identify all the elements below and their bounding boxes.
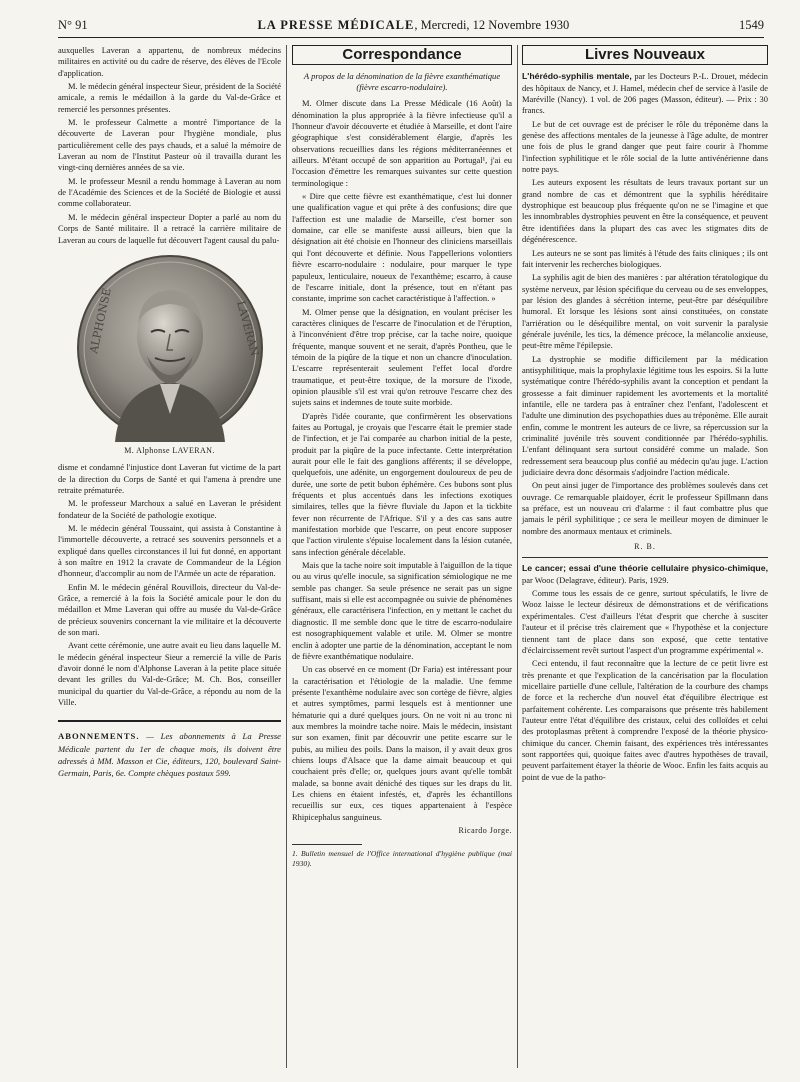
column-right xyxy=(522,45,768,785)
paragraph: La dystrophie se modifie difficilement par la médication antisyphilitique, mais la prophylaxie légitime tous les espoirs. Si la lutte systématique contre l'hérédo-syphilis avant la conception et pendant la grossesse a fait diminuer rapidement les avortements et la mortalité infantile, elle ne tardera pas à entraîner chez l'enfant, l'adolescent et l'adulte une diminution des psychopathies dues au tréponème. Elle aurait enfin, comme le montrent les auteurs de ce livre, sa répercussion sur la criminalité juvénile très souvent conditionnée par l'hérédo-syphilis. L'enfant délinquant sera surtout considéré comme un malade. Son redressement sera beaucoup plus confié au médecin qu'au juge. L'action judiciaire devra donc désormais s'adjoindre l'action médicale. xyxy=(522,353,768,478)
subscription-text: — Les abonnements à La Presse Médicale partent du 1er de chaque mois, ils doivent être adressés à MM. Masson et Cie, éditeurs, 120, boulevard Saint-Germain, Paris, 6e. Compte chèques postaux 599. xyxy=(58,731,281,779)
section-heading-correspondance: Correspondance xyxy=(292,45,512,65)
book-metadata: par Wooc (Delagrave, éditeur). Paris, 1929. xyxy=(522,574,669,585)
medallion-inscription-right: LAVERAN xyxy=(233,299,261,358)
column-left xyxy=(58,45,281,780)
medallion-inscription-left: ALPHONSE xyxy=(86,286,114,355)
subscription-lead: ABONNEMENTS. xyxy=(58,731,140,742)
masthead xyxy=(257,18,569,33)
footnote-rule xyxy=(292,844,362,845)
paragraph: M. le professeur Calmette a montré l'importance de la découverte de Laveran pour l'hygiène mondiale, plus particulièrement celle des pays chauds, et a salué la mémoire de Laveran au nom de l'Institut Pasteur où il travailla durant les vingt-cinq dernières années de sa vie. xyxy=(58,117,281,173)
paragraph: La syphilis agit de bien des manières : par altération tératologique du système nerveux, par lésion spécifique du cerveau ou de ses enveloppes, par lésion des glandes à sécrétion interne, peut-être par déséquilibre humoral. Et lorsque les lésions sont ainsi constituées, on constate l'arriération ou le déséquilibre mental, on voit survenir la paralysie générale juvénile, les tics, la démence précoce, la mélancolie anxieuse, peut-être même l'épilepsie. xyxy=(522,272,768,351)
column-divider xyxy=(517,45,518,1068)
paragraph: M. le médecin général inspecteur Sieur, président de la Société amicale, a remis le médaillon à la garde du Val-de-Grâce et remercié les personnes présentes. xyxy=(58,81,281,114)
paragraph: Avant cette cérémonie, une autre avait eu lieu dans laquelle M. le médecin général inspecteur Sieur a remercié la ville de Paris d'avoir donné le nom d'Alphonse Laveran à la petite place située devant les grilles du Val-de-Grâce; M. Ch. Bos, conseiller municipal du quartier du Val-de-Grâce, a répondu au nom de la Ville. xyxy=(58,640,281,708)
paragraph: Comme tous les essais de ce genre, surtout spéculatifs, le livre de Wooz laisse le lecteur désireux de démonstrations et de vérifications expérimentales. C'est d'ailleurs l'état d'esprit que cherche à susciter l'auteur et il précise très clairement que « l'hypothèse et la conjecture tiennent tant de place dans son exposé, que cette tentative d'éclaircissement revêt surtout l'aspect d'un programme expérimental ». xyxy=(522,588,768,655)
article-signature: Ricardo Jorge. xyxy=(458,826,512,835)
medallion-caption: M. Alphonse LAVERAN. xyxy=(124,445,215,455)
paragraph: Les auteurs ne se sont pas limités à l'étude des faits cliniques ; ils ont fait intervenir les recherches biologiques. xyxy=(522,247,768,269)
paragraph: M. Olmer pense que la désignation, en voulant préciser les caractères cliniques de l'escarre de l'inoculation et de l'éruption, à l'inconvénient d'être trop précise, car la tache noire, quoique fréquente, manque souvent et ne serait, d'après Pontheu, que le témoin de la piqûre de la tique et non un chancre d'inoculation. L'escarre représenterait seulement l'effet local d'ordre traumatique, et peut-être toxique, de la morsure de l'ixode, opinion plausible s'il est vrai qu'on retrouve l'escarre chez des sujets sains et indemnes de toute suite morbide. xyxy=(292,306,512,408)
paragraph: Ceci entendu, il faut reconnaître que la lecture de ce petit livre est très prenante et que l'explication de la cancérisation par la floculation micellaire partielle d'une cellule, l'altération de la courbure des champs de force et la recherche d'un nouvel état d'équilibre électrique est parfaitement cohérente. Les comparaisons que présente très habilement l'auteur entre l'état d'équilibre des cristaux, celui des colloïdes et celui des protoplasmas prêtent à comprendre l'exposé de la théorie physico-chimique du cancer. Chemin faisant, des expériences très intéressantes sont rapportées qui, quoique faites avec d'autres hypothèses de travail, peuvent parfaitement étayer la théorie de Wooc. Enfin les faits acquis au point de vue de la patho- xyxy=(522,658,768,782)
book-entry-header xyxy=(522,563,768,586)
column-middle xyxy=(292,45,512,868)
paragraph: M. le médecin général inspecteur Dopter a parlé au nom du Corps de Santé militaire. Il a retracé la carrière militaire de Laveran au cours de laquelle fut découvert l'agent causal du palu- xyxy=(58,211,281,245)
paragraph: Le but de cet ouvrage est de préciser le rôle du tréponème dans la genèse des affections mentales de la jeunesse à l'âge adulte, de montrer une fois de plus le grand danger que peut faire courir à l'homme l'infection syphilitique et le rôle social de la lutte antivénérienne dans notre pays. xyxy=(522,118,768,175)
page-number-left: N° 91 xyxy=(58,18,88,32)
article-subheading: A propos de la dénomination de la fièvre exanthématique (fièvre escarro-nodulaire). xyxy=(303,71,501,92)
page-header xyxy=(58,18,764,36)
paragraph: On peut ainsi juger de l'importance des problèmes soulevés dans cet ouvrage. Ce remarquable plaidoyer, écrit le professeur Spillmann dans sa préface, est un nouveau cri d'alarme : il faut combattre plus que jamais le péril syphilitique ; ce sera le meilleur moyen de diminuer le nombre des anormaux mentaux et criminels. xyxy=(522,480,768,536)
journal-title: LA PRESSE MÉDICALE xyxy=(257,18,415,32)
book-entry-header xyxy=(522,71,768,116)
header-rule xyxy=(58,37,764,38)
paragraph: M. le professeur Marchoux a salué en Laveran le président fondateur de la Société de pathologie exotique. xyxy=(58,498,281,520)
footnote: 1. Bulletin mensuel de l'Office international d'hygiène publique (mai 1930). xyxy=(292,849,512,868)
paragraph: M. le médecin général Toussaint, qui assista à Constantine à l'immortelle découverte, a retracé ses souvenirs personnels et a expliqué dans quelles circonstances il lui fut donné, en apportant à son maître en 1912 la cravate de Commandeur de la Légion d'honneur, d'accomplir au nom de l'Armée un acte de réparation. xyxy=(58,522,281,579)
book-title: Le cancer; essai d'une théorie cellulaire physico-chimique, xyxy=(522,563,768,574)
paragraph: « Dire que cette fièvre est exanthématique, c'est lui donner une qualification vague et qui prête à des confusions; dire que l'affection est une maladie de Marseille, c'est borner son domaine, car elle se manifeste aussi ailleurs, bien que la désignation ait été choisie en l'honneur des cliniciens marseillais qui l'ont découverte et définie. Nous l'appellerions volontiers fièvre escarro-nodulaire : nodulaire, pour marquer le type papuleux, lenticulaire, noueux de l'exanthème; escarro, à cause de l'escarre initiale, dont la présence, tout en n'étant pas constante, imprime son cachet caractéristique à l'affection. » xyxy=(292,191,512,304)
paragraph: M. le professeur Mesnil a rendu hommage à Laveran au nom de l'Académie des Sciences et de la Société de Biologie et aussi comme collaborateur. xyxy=(58,175,281,209)
laveran-medallion xyxy=(58,254,281,442)
paragraph: Enfin M. le médecin général Rouvillois, directeur du Val-de-Grâce, a remercié à la fois la Société amicale pour le don du médaillon et Mme Laveran qui offre au musée du Val-de-Grâce de précieux souvenirs concernant la vie militaire et la découverte de son mari. xyxy=(58,581,281,637)
paragraph: Mais que la tache noire soit imputable à l'aiguillon de la tique ou au virus qu'elle inocule, sa signification sémiologique ne me semble pas changer. Sa seule présence ne serait pas un signe suffisant, mais si elle est accompagnée ou suivie de phénomènes généraux, elle caractérisera l'infection, en y mettant le cachet du diagnostic. Il me semble donc que le titre de escarro-nodulaire est nosographiquement valable et utile. M. Olmer se montre enclin à adopter une partie de la dénomination, acceptant le nom de fièvre exanthématique nodulaire. xyxy=(292,560,512,661)
paragraph: M. Olmer discute dans La Presse Médicale (16 Août) la dénomination la plus appropriée à la fièvre infectieuse qu'il a l'honneur d'avoir découverte et étudiée à Marseille, et dont l'aire géographique s'est considérablement élargie, d'après les observations recueillies dans les régions méditerranéennes et ailleurs. M'étant occupé de son apparition au Portugal¹, j'ai eu l'occasion d'émettre les remarques suivantes sur cette question terminologique : xyxy=(292,98,512,188)
page-number-right: 1549 xyxy=(738,18,764,32)
column-divider xyxy=(286,45,287,1068)
paragraph: Un cas observé en ce moment (Dr Faria) est intéressant pour la caractérisation et l'étiologie de la maladie. Une femme présente l'exanthème nodulaire avec son cortège de fièvre, algies et autres symptômes, parmi lesquels est à mentionner une hématurie qui a duré quelques jours. On ne voit ni au tronc ni aux membres la moindre tache noire. Mais le médecin, insistant sur son examen, finit par découvrir une petite escarre sur le pubis, au milieu des poils. Dans la maison, il y avait deux gros chiens loups d'Alsace que la dame aimait beaucoup et qui couchaient près d'elle; or, quelques jours avant qu'elle tombât malade, sa bonne avait déniché des tiques sur les draps du lit. Les chiens en étaient infestés, et, d'après les échantillons recueillis sur eux, ces tiques appartenaient à l'espèce Rhipicephalus sanguineus. xyxy=(292,664,512,822)
review-signature: R. B. xyxy=(634,542,656,552)
subscription-notice xyxy=(58,720,281,779)
paragraph: Les auteurs exposent les résultats de leurs travaux portant sur un grand nombre de cas et démontrent que la syphilis héréditaire dystrophique est beaucoup plus fréquente qu'on ne se l'imagine et que les innombrables dystrophies peuvent en être la conséquence, et peuvent être identifiées dans la plupart des cas avec les stigmates dits de dégénérescence. xyxy=(522,177,768,245)
issue-date: , Mercredi, 12 Novembre 1930 xyxy=(414,18,570,32)
paragraph: D'après l'idée courante, que confirmèrent les observations faites au Portugal, je croyais que l'escarre était le premier stade de l'infection, et je l'ai comparée au charbon initial de la peste, produit par la piqûre de la puce infectante. Cette interprétation aurait pour elle le fait des ganglions afférents; il se développe, quelquefois, une adénite, un engorgement douloureux de peu de durée, une sorte de petit bubon éphémère. Ces bubons sont plus fréquents et plus accentués dans les infections exotiques similaires, telles que la fièvre fluviale du Japon et la tickbite fever non récurrente de l'Afrique. S'il y a des cas sans autre manifestation morbide que l'escarre, on peut encore supposer que l'action virulente s'épuise localement dans la lésion cutanée, sans infection générale décelable. xyxy=(292,410,512,557)
review-separator xyxy=(522,557,768,558)
paragraph: auxquelles Laveran a appartenu, de nombreux médecins militaires en activité ou du cadre de réserve, des élèves de l'Ecole d'application. xyxy=(58,45,281,78)
section-heading-livres: Livres Nouveaux xyxy=(522,45,768,65)
book-metadata: par les Docteurs P.-L. Drouet, médecin des hôpitaux de Nancy, et J. Hamel, médecin chef de service à l'asile de Maréville (Nancy). 1 vol. de 206 pages (Masson, éditeur). — Prix : 30 francs. xyxy=(522,71,768,116)
medallion-portrait-image xyxy=(75,254,265,442)
paragraph: disme et condamné l'injustice dont Laveran fut victime de la part de la direction du Corps de Santé et qui l'amena à prendre une retraite prématurée. xyxy=(58,462,281,495)
book-title: L'hérédo-syphilis mentale, xyxy=(522,71,632,82)
